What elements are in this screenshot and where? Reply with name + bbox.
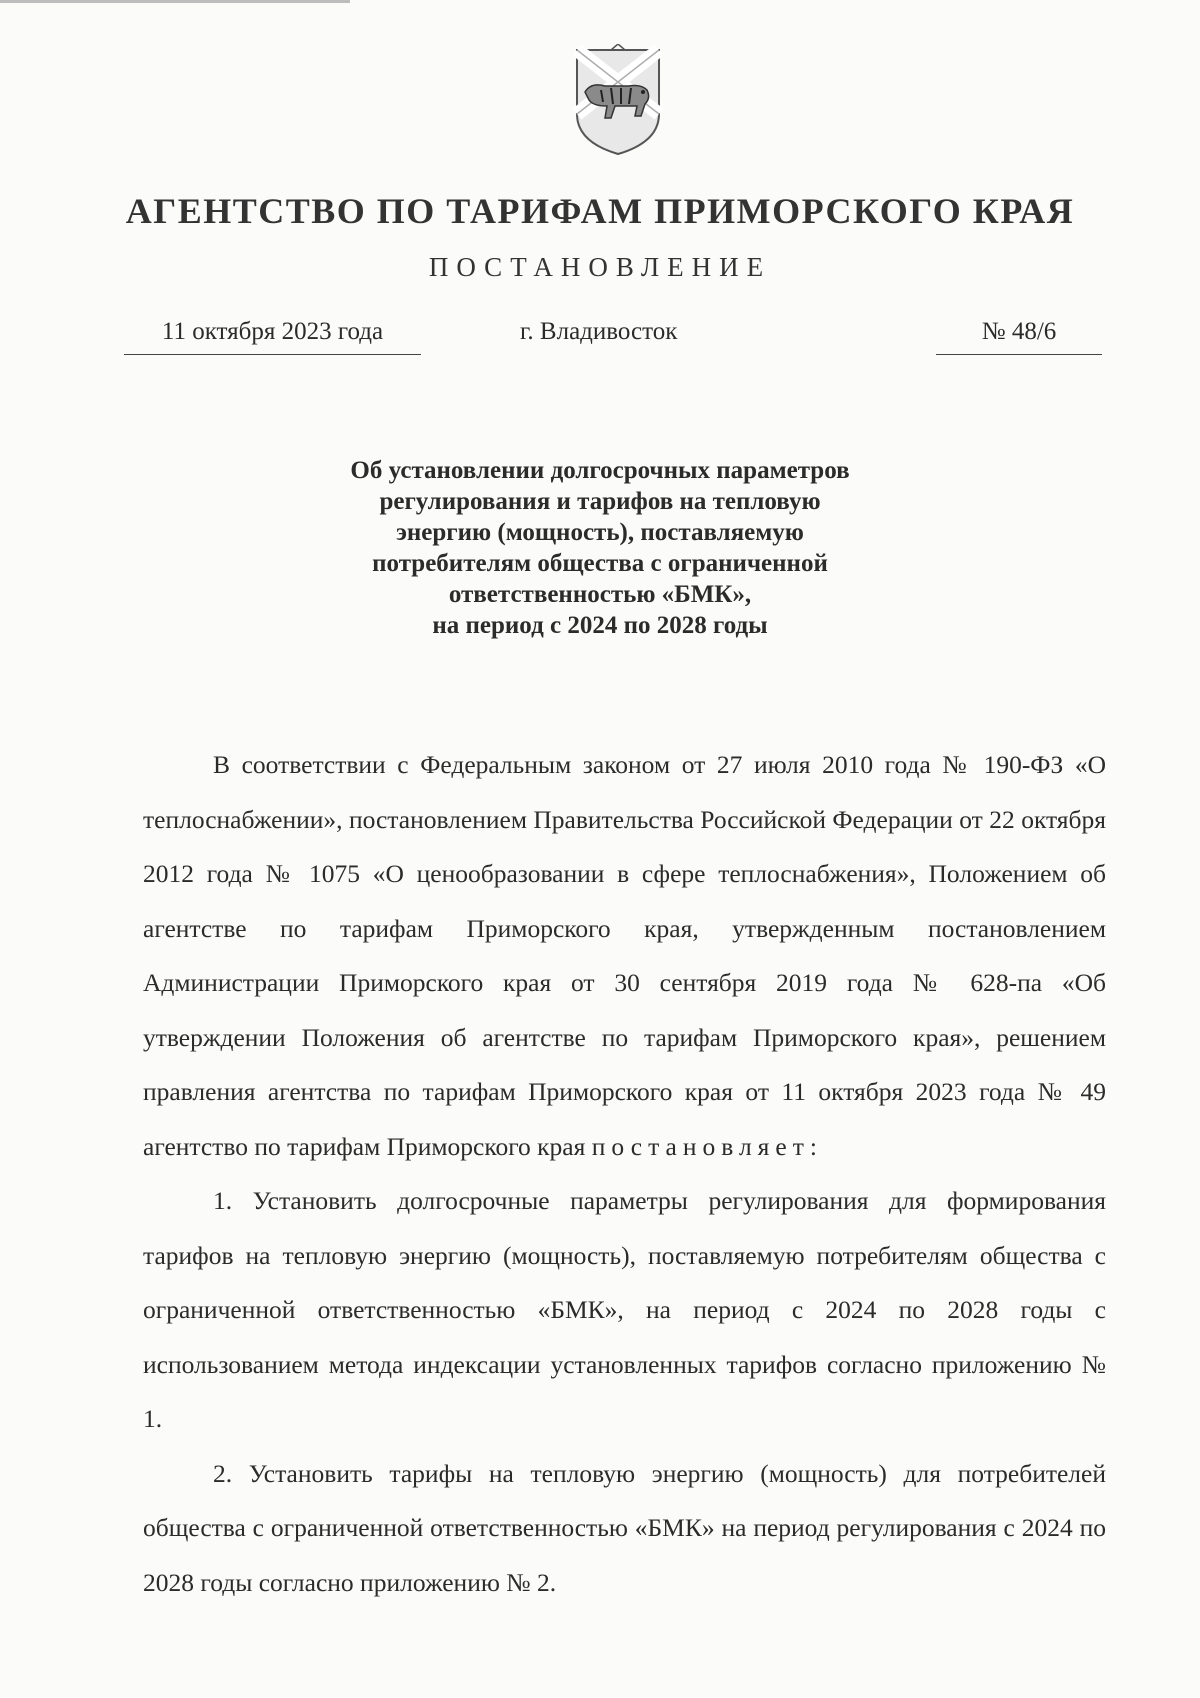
document-title	[250, 455, 950, 641]
coat-of-arms-icon	[571, 44, 665, 158]
scan-edge	[0, 0, 350, 3]
preamble-text: В соответствии с Федеральным законом от 27 июля 2010 года № 190-ФЗ «О теплоснабжении», постановлением Правительства Российской Федерации от 22 октября 2012 года № 1075 «О ценообразовании в сфере теплоснабжения», Положением об агентстве по тарифам Приморского края, утвержденным постановлением Администрации Приморского края от 30 сентября 2019 года № 628-па «Об утверждении Положения об агентстве по тарифам Приморского края», решением правления агентства по тарифам Приморского края от 11 октября 2023 года № 49 агентство по тарифам Приморского края	[143, 750, 1106, 1161]
decree-word: постановляет:	[591, 1131, 823, 1161]
document-number: № 48/6	[936, 318, 1102, 355]
preamble-paragraph	[143, 738, 1106, 1174]
title-line: потребителям общества с ограниченной	[372, 550, 828, 577]
item-2-paragraph: 2. Установить тарифы на тепловую энергию (мощность) для потребителей общества с ограниченной ответственностью «БМК» на период регулирования с 2024 по 2028 годы согласно приложению № 2.	[143, 1458, 1106, 1597]
title-line: на период с 2024 по 2028 годы	[432, 612, 768, 639]
item-1-paragraph: 1. Установить долгосрочные параметры регулирования для формирования тарифов на тепловую энергию (мощность), поставляемую потребителям общества с ограниченной ответственностью «БМК», на период с 2024 по 2028 годы с использованием метода индексации установленных тарифов согласно приложению № 1.	[143, 1186, 1106, 1433]
document-date: 11 октября 2023 года	[124, 318, 421, 355]
title-line: регулирования и тарифов на тепловую	[379, 488, 821, 515]
document-city: г. Владивосток	[520, 318, 678, 345]
title-line: Об установлении долгосрочных параметров	[350, 457, 850, 484]
document-body	[143, 738, 1106, 1610]
title-line: энергию (мощность), поставляемую	[396, 519, 804, 546]
title-line: ответственностью «БМК»,	[448, 581, 752, 608]
document-type: ПОСТАНОВЛЕНИЕ	[428, 252, 772, 282]
agency-name: АГЕНТСТВО ПО ТАРИФАМ ПРИМОРСКОГО КРАЯ	[125, 191, 1075, 231]
